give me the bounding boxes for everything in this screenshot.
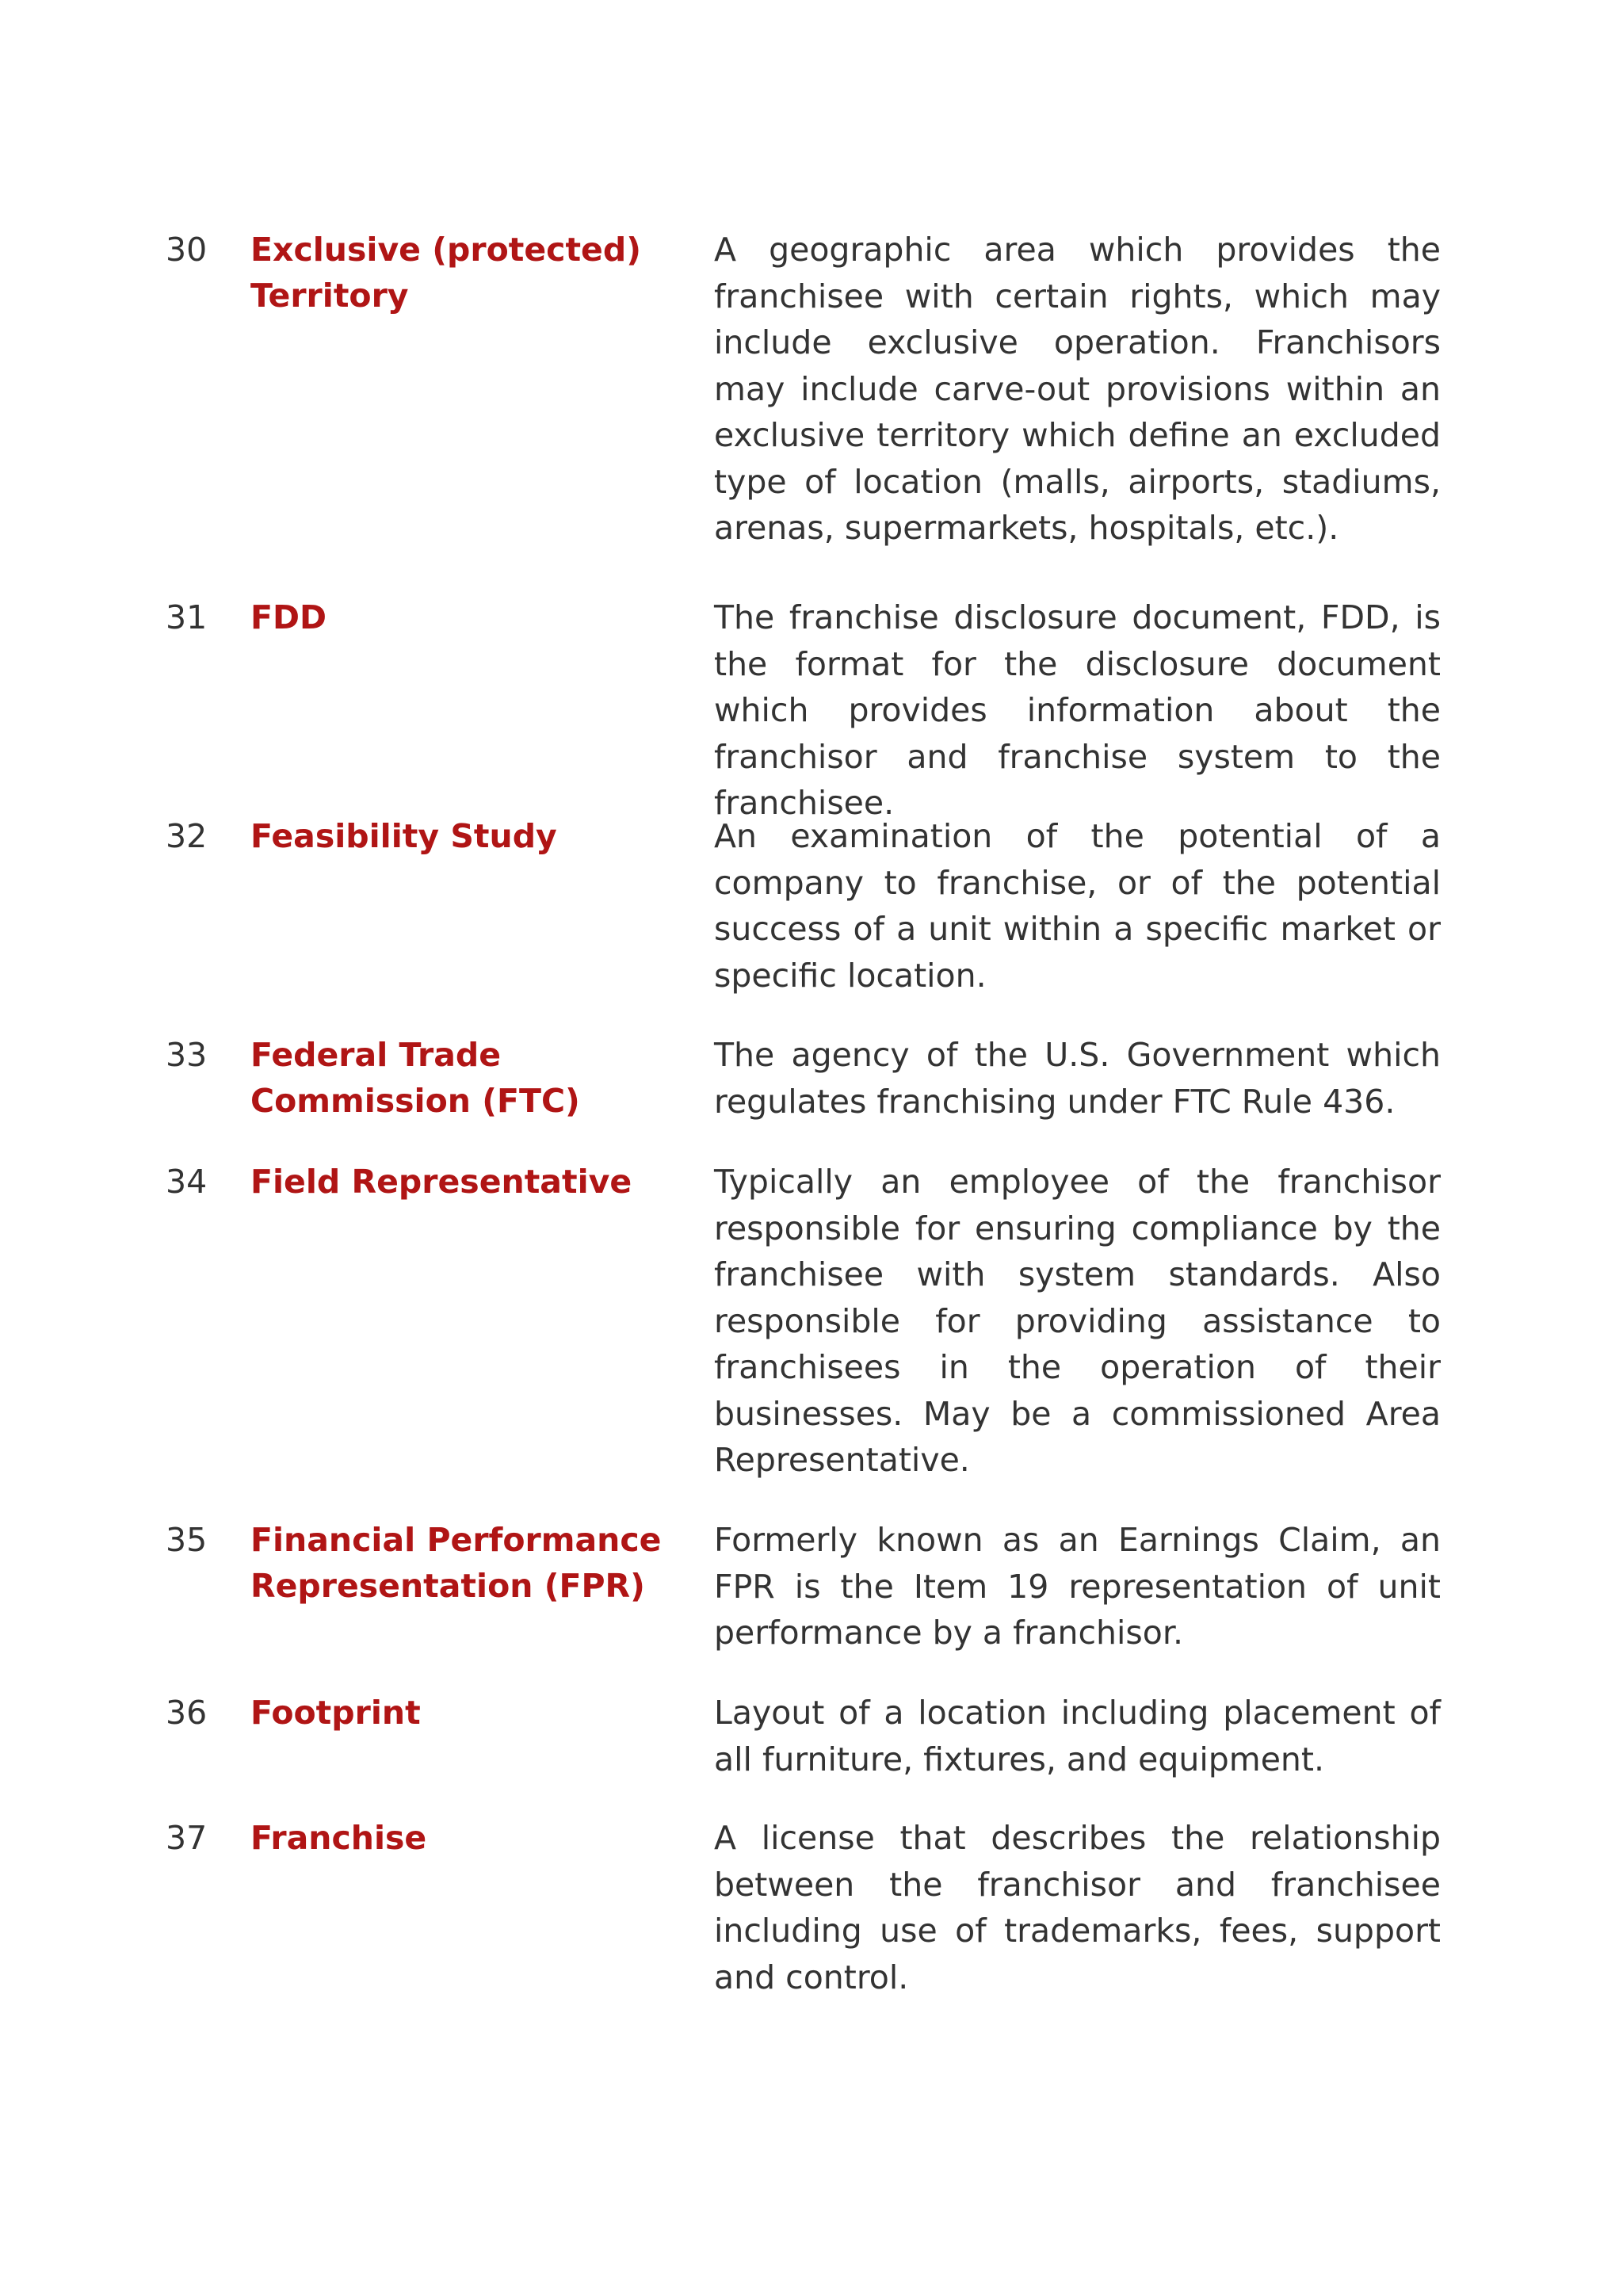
entry-term: Exclusive (protected) Territory [250,231,641,315]
entry-term: Footprint [250,1694,421,1732]
entry-number: 30 [166,231,208,269]
entry-term: Franchise [250,1819,427,1857]
entry-number: 31 [166,598,208,636]
entry-term: Federal Trade Commission (FTC) [250,1036,580,1120]
entry-term: Field Representative [250,1163,632,1201]
entry-number: 32 [166,817,208,855]
entry-definition: Typically an employee of the franchisor responsible for ensuring compliance by the franchisee with system standards. Also responsible for providing assistance to franchisees in the operation of their businesses. May be a commissioned Area Representative. [714,1163,1441,1479]
entry-term: Financial Performance Representation (FPR) [250,1521,662,1605]
entry-definition: An examination of the potential of a company to franchise, or of the potential success of a unit within a specific market or specific location. [714,817,1441,995]
entry-definition: Layout of a location including placement of all furniture, fixtures, and equipment. [714,1694,1441,1778]
entry-definition: Formerly known as an Earnings Claim, an FPR is the Item 19 representation of unit performance by a franchisor. [714,1521,1441,1652]
entry-definition: The agency of the U.S. Government which regulates franchising under FTC Rule 436. [714,1036,1441,1121]
entry-number: 34 [166,1163,208,1201]
entry-number: 35 [166,1521,208,1559]
entry-number: 37 [166,1819,208,1857]
entry-definition: A license that describes the relationship between the franchisor and franchisee including use of trademarks, fees, support and control. [714,1819,1441,1996]
entry-definition: A geographic area which provides the franchisee with certain rights, which may include exclusive operation. Franchisors may include carve-out provisions within an exclusive territory which define an excluded type of location (malls, airports, stadiums, arenas, supermarkets, hospitals, etc.). [714,231,1441,547]
entry-term: Feasibility Study [250,817,557,855]
entry-number: 36 [166,1694,208,1732]
entry-number: 33 [166,1036,208,1074]
entry-term: FDD [250,598,327,636]
entry-definition: The franchise disclosure document, FDD, is the format for the disclosure document which provides information about the franchisor and franchise system to the franchisee. [714,598,1441,822]
